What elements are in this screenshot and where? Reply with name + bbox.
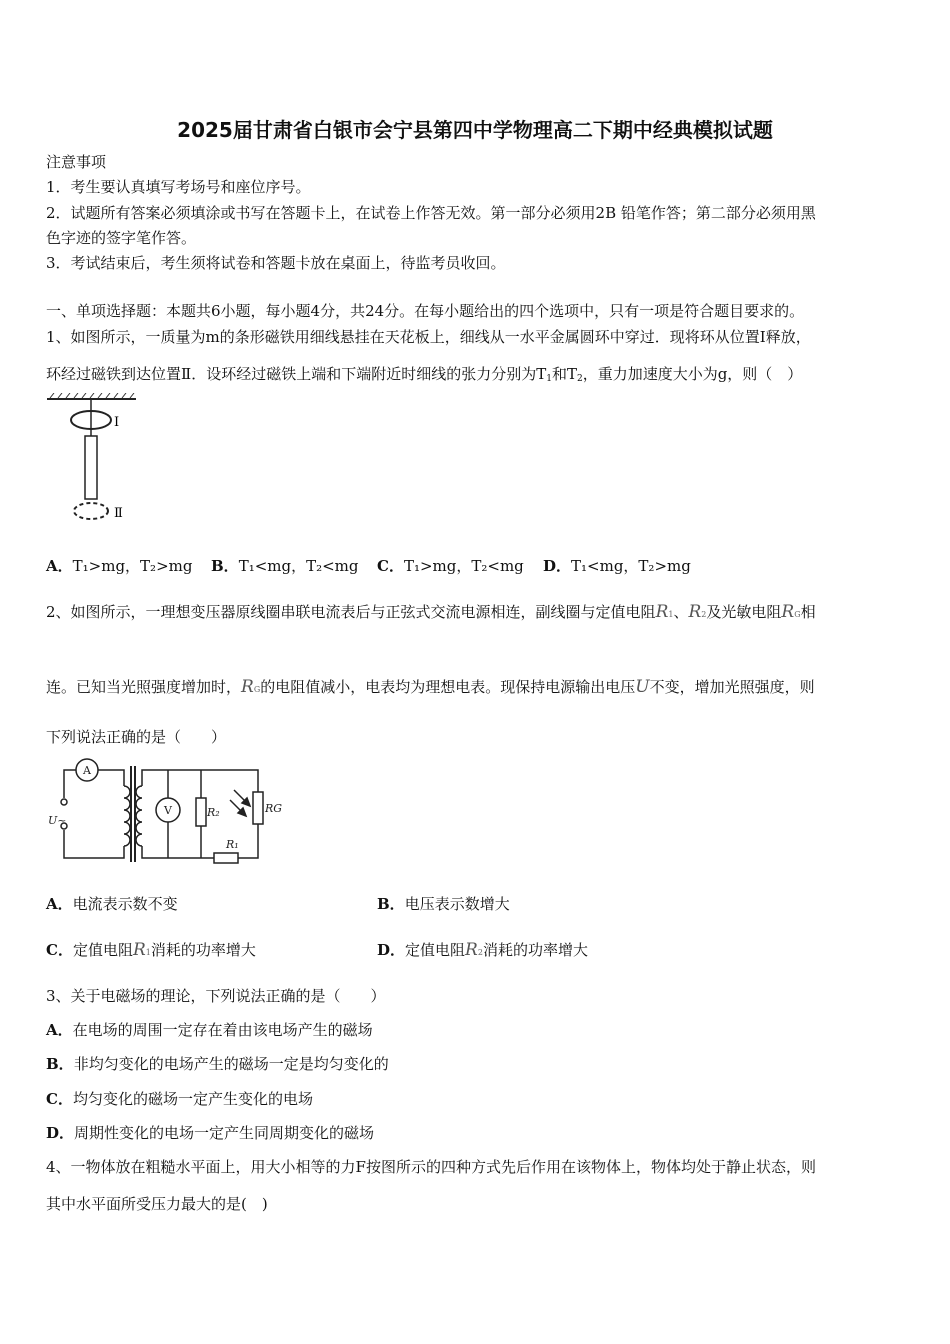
option-d[interactable]: D．定值电阻R2消耗的功率增大 — [377, 940, 588, 960]
transformer-circuit-figure — [46, 758, 296, 868]
question-2-stem-2: 连。已知当光照强度增加时，RG的电阻值减小，电表均为理想电表。现保持电源输出电压U不变，增加光照强度，则 — [46, 677, 815, 697]
voltmeter-label: V — [164, 804, 172, 817]
question-3-stem: 3、关于电磁场的理论，下列说法正确的是（ ） — [46, 987, 386, 1005]
question-2-stem: 2、如图所示，一理想变压器原线圈串联电流表后与正弦式交流电源相连，副线圈与定值电阻R1、R2及光敏电阻RG相 — [46, 602, 816, 622]
option-b[interactable]: B．电压表示数增大 — [377, 895, 510, 913]
question-4-stem-2: 其中水平面所受压力最大的是( ) — [46, 1195, 268, 1213]
option-d[interactable]: D．T₁<mg，T₂>mg — [543, 557, 691, 575]
option-a[interactable]: A．T₁>mg，T₂>mg — [46, 557, 193, 575]
question-4-stem: 4、一物体放在粗糙水平面上，用大小相等的力F按图所示的四种方式先后作用在该物体上，物体均处于静止状态，则 — [46, 1158, 816, 1176]
option-c[interactable]: C．T₁>mg，T₂<mg — [377, 557, 524, 575]
source-label: U~ — [48, 814, 67, 827]
question-1-stem: 1、如图所示，一质量为m的条形磁铁用细线悬挂在天花板上，细线从一水平金属圆环中穿过．现将环从位置Ⅰ释放， — [46, 328, 811, 346]
position-2-label: Ⅱ — [114, 506, 123, 521]
notice-heading: 注意事项 — [46, 153, 107, 171]
option-d[interactable]: D．周期性变化的电场一定产生同周期变化的磁场 — [46, 1124, 375, 1142]
option-c[interactable]: C．定值电阻R1消耗的功率增大 — [46, 940, 256, 960]
position-1-label: Ⅰ — [114, 415, 120, 430]
rg-label: RG — [265, 802, 283, 815]
question-1-stem-2: 环经过磁铁到达位置Ⅱ．设环经过磁铁上端和下端附近时细线的张力分别为$T_1$和$T_2$，重力加速度大小为g，则（ ） — [46, 365, 803, 384]
r2-label: R₂ — [207, 806, 220, 819]
page-title: 2025届甘肃省白银市会宁县第四中学物理高二下期中经典模拟试题 — [177, 118, 773, 142]
notice-item: 3．考试结束后，考生须将试卷和答题卡放在桌面上，待监考员收回。 — [46, 254, 506, 272]
option-a[interactable]: A．电流表示数不变 — [46, 895, 178, 913]
option-c[interactable]: C．均匀变化的磁场一定产生变化的电场 — [46, 1090, 313, 1108]
magnet-ring-figure — [44, 393, 144, 528]
option-a[interactable]: A．在电场的周围一定存在着由该电场产生的磁场 — [46, 1021, 373, 1039]
option-b[interactable]: B．非均匀变化的电场产生的磁场一定是均匀变化的 — [46, 1055, 389, 1073]
notice-item: 色字迹的签字笔作答。 — [46, 229, 197, 247]
ammeter-label: A — [83, 764, 91, 777]
question-2-stem-3: 下列说法正确的是（ ） — [46, 728, 227, 746]
option-b[interactable]: B．T₁<mg，T₂<mg — [211, 557, 359, 575]
r1-label: R₁ — [226, 838, 239, 851]
notice-item: 1．考生要认真填写考场号和座位序号。 — [46, 178, 311, 196]
section-heading: 一、单项选择题：本题共6小题，每小题4分，共24分。在每小题给出的四个选项中，只有一项是符合题目要求的。 — [46, 302, 805, 320]
notice-item: 2．试题所有答案必须填涂或书写在答题卡上，在试卷上作答无效。第一部分必须用2B 铅笔作答；第二部分必须用黑 — [46, 204, 816, 222]
